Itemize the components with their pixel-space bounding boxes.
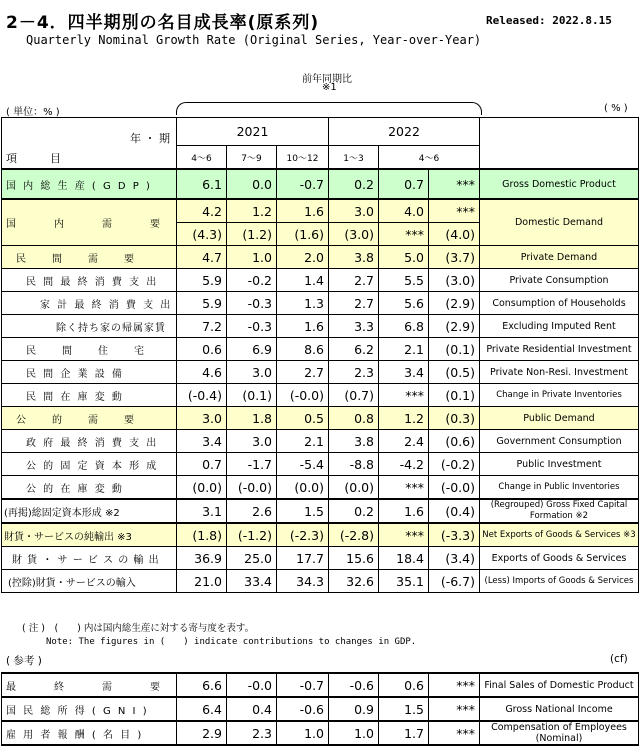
cell: *** — [429, 721, 480, 745]
table-row — [2, 570, 639, 593]
unit-right: ( % ) — [604, 103, 628, 114]
row-label: 国 内 需 要 — [2, 199, 177, 246]
row-label: 公 的 需 要 — [2, 407, 177, 430]
cell: 7.2 — [177, 315, 227, 338]
corner-bottom-label: 項 目 — [6, 152, 61, 165]
note-ja: ( 注 ) ( ) 内は国内総生産に対する寄与度を表す。 — [22, 623, 255, 634]
cell: (0.3) — [429, 407, 480, 430]
cell: 1.2 — [379, 407, 429, 430]
cell: 4.2 — [177, 199, 227, 223]
row-label: 民 間 住 宅 — [2, 338, 177, 361]
cell: *** — [429, 199, 480, 223]
cell: 1.6 — [379, 499, 429, 523]
cell: 1.0 — [329, 721, 379, 745]
cell: 34.3 — [277, 570, 329, 593]
cell: (2.9) — [429, 315, 480, 338]
table-row — [2, 523, 639, 547]
row-label-en: (Regrouped) Gross Fixed Capital Formation ※2 — [480, 499, 639, 523]
page-subtitle: Quarterly Nominal Growth Rate (Original Series, Year-over-Year) — [26, 33, 482, 47]
row-label: 国 内 総 生 産 ( G D P ) — [2, 169, 177, 199]
quarter-5: 4～6 — [379, 146, 480, 170]
row-label: 家 計 最 終 消 費 支 出 — [2, 292, 177, 315]
row-label-en: Private Consumption — [480, 269, 639, 292]
cell: (-0.0) — [227, 476, 277, 500]
cell: 0.0 — [227, 169, 277, 199]
cell: (0.1) — [227, 384, 277, 407]
row-label-en: Net Exports of Goods & Services ※3 — [480, 523, 639, 547]
row-label-en: Compensation of Employees (Nominal) — [480, 721, 639, 745]
row-label: 除く持ち家の帰属家賃 — [2, 315, 177, 338]
cell: 2.7 — [277, 361, 329, 384]
row-label-en: Government Consumption — [480, 430, 639, 453]
cell: (1.2) — [227, 223, 277, 246]
reference-table — [1, 672, 639, 746]
cell: -1.7 — [227, 453, 277, 476]
cell: (3.0) — [329, 223, 379, 246]
quarter-4: 1～3 — [329, 146, 379, 170]
row-label: 公 的 固 定 資 本 形 成 — [2, 453, 177, 476]
cell: 32.6 — [329, 570, 379, 593]
row-label-en: Consumption of Households — [480, 292, 639, 315]
cell: 6.1 — [177, 169, 227, 199]
cell: (-2.3) — [277, 523, 329, 547]
cell: 5.5 — [379, 269, 429, 292]
cell: 3.3 — [329, 315, 379, 338]
cell: 21.0 — [177, 570, 227, 593]
cell: 1.0 — [227, 246, 277, 269]
cell: (-6.7) — [429, 570, 480, 593]
row-label: 民 間 在 庫 変 動 — [2, 384, 177, 407]
cell: -0.6 — [329, 673, 379, 697]
row-label-en: Excluding Imputed Rent — [480, 315, 639, 338]
cell: 0.8 — [329, 407, 379, 430]
cell: 6.9 — [227, 338, 277, 361]
cell: (1.8) — [177, 523, 227, 547]
table-row — [2, 407, 639, 430]
cell: (0.1) — [429, 384, 480, 407]
cell: -0.7 — [277, 673, 329, 697]
yoy-brace — [176, 102, 482, 115]
cell: 3.1 — [177, 499, 227, 523]
cell: 1.3 — [277, 292, 329, 315]
corner-cell — [2, 118, 177, 170]
cell: *** — [429, 673, 480, 697]
table-row — [2, 499, 639, 523]
quarter-1: 4～6 — [177, 146, 227, 170]
cell: 1.4 — [277, 269, 329, 292]
cell: (0.0) — [277, 476, 329, 500]
cell: 3.0 — [329, 199, 379, 223]
row-label-en: Public Demand — [480, 407, 639, 430]
quarter-3: 10～12 — [277, 146, 329, 170]
table-row — [2, 547, 639, 570]
row-label-en: (Less) Imports of Goods & Services — [480, 570, 639, 593]
cell: 36.9 — [177, 547, 227, 570]
table-row — [2, 246, 639, 269]
yoy-label: 前年同期比 — [302, 74, 352, 85]
cell: 0.7 — [177, 453, 227, 476]
row-label: 国 民 総 所 得 ( G N I ) — [2, 697, 177, 721]
row-label: 財 貨 ・ サ ー ビ ス の 輸 出 — [2, 547, 177, 570]
row-label: 財貨・サービスの純輸出 ※3 — [2, 523, 177, 547]
cell: (0.0) — [177, 476, 227, 500]
table-row — [2, 430, 639, 453]
cell: 1.6 — [277, 199, 329, 223]
table-row — [2, 721, 639, 745]
row-label-en: Change in Public Inventories — [480, 476, 639, 500]
cell: (-1.2) — [227, 523, 277, 547]
cell: (2.9) — [429, 292, 480, 315]
cell: 1.7 — [379, 721, 429, 745]
cell: 2.1 — [379, 338, 429, 361]
row-label-en: Private Demand — [480, 246, 639, 269]
cell: (0.4) — [429, 499, 480, 523]
cell: 15.6 — [329, 547, 379, 570]
cell: *** — [379, 476, 429, 500]
cell: 0.4 — [227, 697, 277, 721]
cell: 6.2 — [329, 338, 379, 361]
release-date: Released: 2022.8.15 — [486, 14, 612, 27]
cell: (0.6) — [429, 430, 480, 453]
cell: 1.0 — [277, 721, 329, 745]
cell: *** — [379, 223, 429, 246]
row-label-en: Domestic Demand — [480, 199, 639, 246]
row-label: 政 府 最 終 消 費 支 出 — [2, 430, 177, 453]
table-row — [2, 269, 639, 292]
cell: (0.0) — [329, 476, 379, 500]
cell: 25.0 — [227, 547, 277, 570]
cell: 1.6 — [277, 315, 329, 338]
cell: 33.4 — [227, 570, 277, 593]
cell: 0.5 — [277, 407, 329, 430]
cell: (3.7) — [429, 246, 480, 269]
table-row — [2, 384, 639, 407]
cell: 2.7 — [329, 292, 379, 315]
table-row — [2, 338, 639, 361]
cell: 3.4 — [379, 361, 429, 384]
cell: 1.2 — [227, 199, 277, 223]
cell: 2.4 — [379, 430, 429, 453]
cell: 2.3 — [227, 721, 277, 745]
row-label: 最 終 需 要 — [2, 673, 177, 697]
row-label: 民 間 需 要 — [2, 246, 177, 269]
cell: (-0.0) — [429, 476, 480, 500]
note-en: Note: The figures in ( ) indicate contributions to changes in GDP. — [46, 637, 417, 647]
table-row — [2, 199, 639, 223]
page-title: 2－4．四半期別の名目成長率(原系列) — [6, 13, 320, 33]
cell: -0.6 — [277, 697, 329, 721]
cell: 8.6 — [277, 338, 329, 361]
ref-unit: (cf) — [610, 653, 628, 665]
cell: -0.3 — [227, 315, 277, 338]
cell: 0.2 — [329, 169, 379, 199]
table-row — [2, 673, 639, 697]
row-label: 民 間 最 終 消 費 支 出 — [2, 269, 177, 292]
cell: 18.4 — [379, 547, 429, 570]
row-label: 雇 用 者 報 酬 ( 名 目 ) — [2, 721, 177, 745]
cell: 5.6 — [379, 292, 429, 315]
cell: 1.8 — [227, 407, 277, 430]
cell: 3.8 — [329, 246, 379, 269]
cell: 5.9 — [177, 292, 227, 315]
quarter-2: 7～9 — [227, 146, 277, 170]
cell: 35.1 — [379, 570, 429, 593]
row-label-en: Public Investment — [480, 453, 639, 476]
row-label-en: Private Non-Resi. Investment — [480, 361, 639, 384]
cell: 5.9 — [177, 269, 227, 292]
table-row — [2, 315, 639, 338]
cell: 3.8 — [329, 430, 379, 453]
cell: 3.0 — [177, 407, 227, 430]
header-en-blank — [480, 118, 639, 170]
cell: (4.0) — [429, 223, 480, 246]
growth-table — [1, 117, 639, 593]
cell: -0.2 — [227, 269, 277, 292]
row-label: (控除)財貨・サービスの輸入 — [2, 570, 177, 593]
cell: (-0.4) — [177, 384, 227, 407]
row-label-en: Change in Private Inventories — [480, 384, 639, 407]
cell: -0.3 — [227, 292, 277, 315]
cell: (-0.0) — [277, 384, 329, 407]
cell: (0.7) — [329, 384, 379, 407]
year-2022: 2022 — [329, 118, 480, 146]
row-label-en: Private Residential Investment — [480, 338, 639, 361]
table-row — [2, 292, 639, 315]
cell: 4.7 — [177, 246, 227, 269]
row-label: (再掲)総固定資本形成 ※2 — [2, 499, 177, 523]
cell: (-3.3) — [429, 523, 480, 547]
table-row — [2, 476, 639, 500]
cell: 0.7 — [379, 169, 429, 199]
cell: -0.7 — [277, 169, 329, 199]
cell: (-0.2) — [429, 453, 480, 476]
header-row-years — [2, 118, 639, 146]
cell: 2.3 — [329, 361, 379, 384]
row-label: 公 的 在 庫 変 動 — [2, 476, 177, 500]
cell: *** — [429, 697, 480, 721]
cell: 6.6 — [177, 673, 227, 697]
cell: 2.6 — [227, 499, 277, 523]
cell: (-2.8) — [329, 523, 379, 547]
cell: 6.8 — [379, 315, 429, 338]
cell: 0.2 — [329, 499, 379, 523]
cell: (1.6) — [277, 223, 329, 246]
row-label-en: Gross Domestic Product — [480, 169, 639, 199]
cell: *** — [379, 384, 429, 407]
cell: (3.0) — [429, 269, 480, 292]
cell: *** — [429, 169, 480, 199]
cell: (0.5) — [429, 361, 480, 384]
yoy-note: ※1 — [322, 82, 337, 93]
table-row — [2, 169, 639, 199]
table-row — [2, 697, 639, 721]
row-label-en: Gross National Income — [480, 697, 639, 721]
cell: 5.0 — [379, 246, 429, 269]
table-row — [2, 453, 639, 476]
cell: 1.5 — [379, 697, 429, 721]
cell: 3.0 — [227, 430, 277, 453]
ref-label: ( 参考 ) — [6, 655, 42, 667]
cell: 2.7 — [329, 269, 379, 292]
cell: -4.2 — [379, 453, 429, 476]
cell: (4.3) — [177, 223, 227, 246]
unit-left: ( 単位：% ) — [6, 107, 60, 118]
cell: 3.4 — [177, 430, 227, 453]
cell: 3.0 — [227, 361, 277, 384]
cell: -0.0 — [227, 673, 277, 697]
cell: 17.7 — [277, 547, 329, 570]
cell: 4.6 — [177, 361, 227, 384]
cell: (3.4) — [429, 547, 480, 570]
cell: 2.1 — [277, 430, 329, 453]
cell: *** — [379, 523, 429, 547]
cell: -5.4 — [277, 453, 329, 476]
row-label: 民 間 企 業 設 備 — [2, 361, 177, 384]
cell: 0.6 — [177, 338, 227, 361]
cell: 4.0 — [379, 199, 429, 223]
cell: 0.6 — [379, 673, 429, 697]
corner-top-label: 年 ・ 期 — [130, 132, 170, 145]
cell: 2.9 — [177, 721, 227, 745]
cell: 1.5 — [277, 499, 329, 523]
table-row — [2, 361, 639, 384]
cell: 2.0 — [277, 246, 329, 269]
row-label-en: Final Sales of Domestic Product — [480, 673, 639, 697]
cell: -8.8 — [329, 453, 379, 476]
year-2021: 2021 — [177, 118, 329, 146]
cell: (0.1) — [429, 338, 480, 361]
cell: 6.4 — [177, 697, 227, 721]
cell: 0.9 — [329, 697, 379, 721]
row-label-en: Exports of Goods & Services — [480, 547, 639, 570]
